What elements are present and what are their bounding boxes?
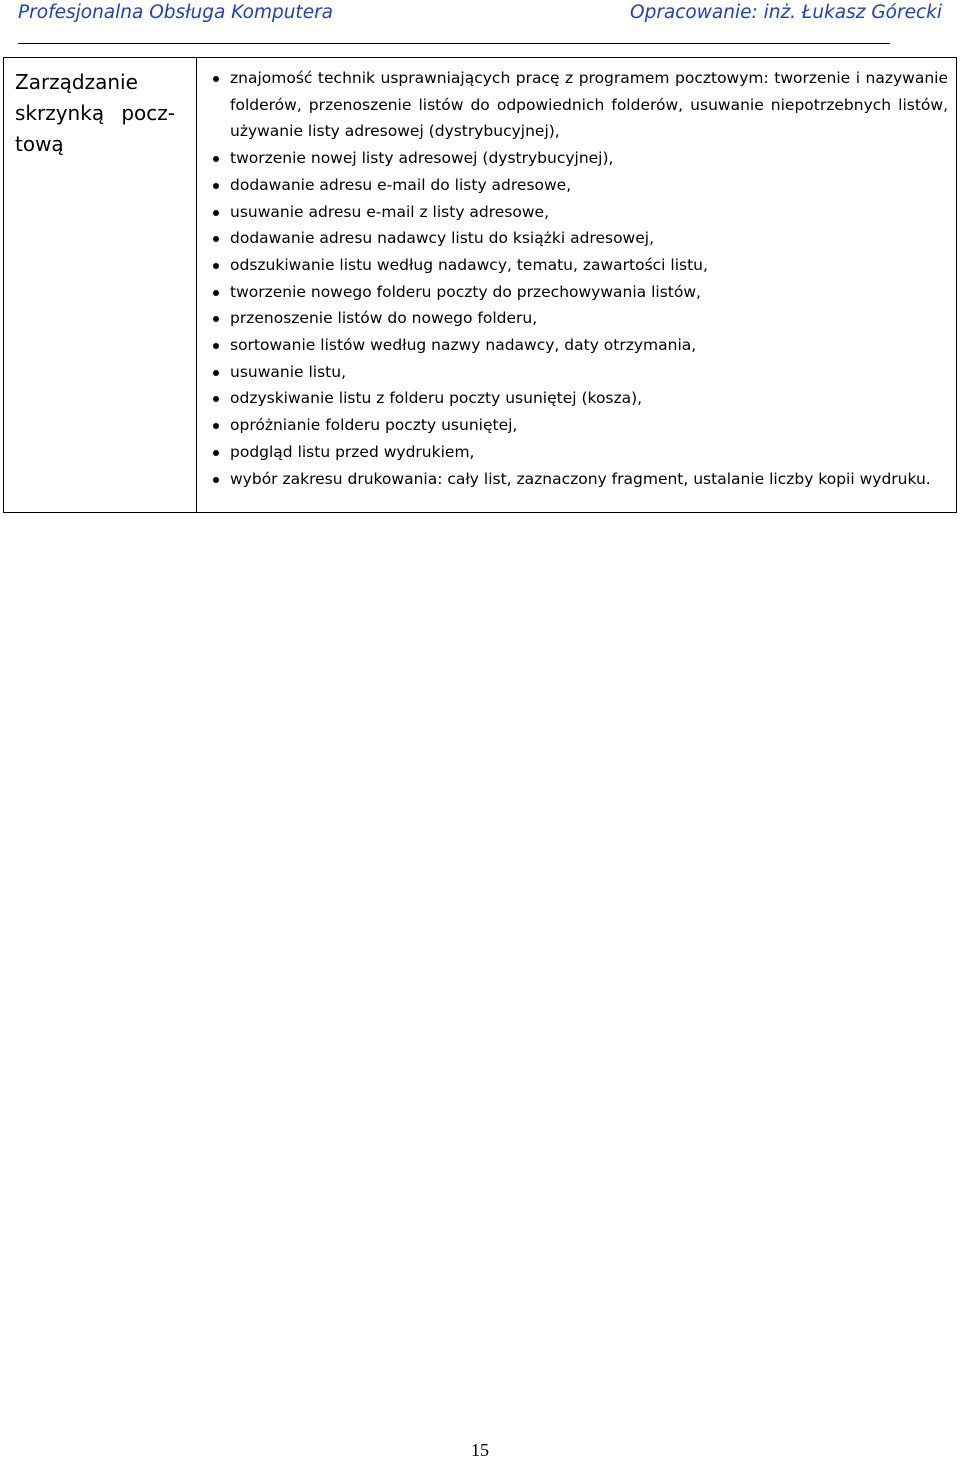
list-item [211, 332, 948, 359]
bullet-icon [213, 76, 219, 82]
skills-list [211, 65, 948, 492]
list-item [211, 305, 948, 332]
bullet-icon [213, 423, 219, 429]
list-item-text: opróżnianie folderu poczty usuniętej, [230, 416, 518, 435]
curriculum-table [3, 57, 957, 513]
page-header [18, 0, 942, 32]
list-item [211, 359, 948, 386]
list-item-text: wybór zakresu drukowania: cały list, zaznaczony fragment, ustalanie liczby kopii wydruku. [230, 469, 931, 488]
bullet-icon [213, 263, 219, 269]
bullet-icon [213, 396, 219, 402]
list-item [211, 439, 948, 466]
list-item-text: tworzenie nowej listy adresowej (dystrybucyjnej), [230, 149, 614, 168]
list-item-text: dodawanie adresu e-mail do listy adresowe, [230, 175, 572, 194]
bullet-icon [213, 343, 219, 349]
bullet-icon [213, 370, 219, 376]
topic-cell [4, 58, 197, 512]
list-item [211, 412, 948, 439]
bullet-icon [213, 450, 219, 456]
bullet-icon [213, 210, 219, 216]
list-item-text: znajomość technik usprawniających pracę z programem pocztowym: tworzenie i nazywanie folderów, przenoszenie listów do odpowiednich folderów, usuwanie niepotrzebnych listów, używanie listy adresowej (dystrybucyjnej), [230, 69, 948, 141]
list-item-text: usuwanie adresu e-mail z listy adresowe, [230, 202, 550, 221]
bullet-icon [213, 477, 219, 483]
header-author: Opracowanie: inż. Łukasz Górecki [630, 2, 942, 23]
list-item-text: dodawanie adresu nadawcy listu do książki adresowej, [230, 229, 654, 248]
list-item [211, 145, 948, 172]
bullet-icon [213, 316, 219, 322]
bullet-icon [213, 156, 219, 162]
content-cell [197, 58, 956, 512]
list-item [211, 225, 948, 252]
bullet-icon [213, 236, 219, 242]
list-item-text: odzyskiwanie listu z folderu poczty usuniętej (kosza), [230, 389, 643, 408]
list-item [211, 65, 948, 145]
list-item [211, 466, 948, 493]
list-item-text: sortowanie listów według nazwy nadawcy, daty otrzymania, [230, 336, 697, 355]
page-number: 15 [471, 1440, 489, 1460]
bullet-icon [213, 290, 219, 296]
list-item [211, 252, 948, 279]
list-item [211, 279, 948, 306]
list-item-text: odszukiwanie listu według nadawcy, tematu, zawartości listu, [230, 255, 708, 274]
list-item-text: podgląd listu przed wydrukiem, [230, 442, 475, 461]
list-item-text: przenoszenie listów do nowego folderu, [230, 309, 538, 328]
list-item-text: tworzenie nowego folderu poczty do przechowywania listów, [230, 282, 701, 301]
header-rule [18, 43, 890, 44]
header-course-title: Profesjonalna Obsługa Komputera [18, 2, 334, 23]
list-item [211, 172, 948, 199]
list-item [211, 385, 948, 412]
bullet-icon [213, 183, 219, 189]
list-item [211, 199, 948, 226]
list-item-text: usuwanie listu, [230, 362, 347, 381]
section-title: Zarządzanie skrzynką pocz- tową [15, 70, 175, 156]
